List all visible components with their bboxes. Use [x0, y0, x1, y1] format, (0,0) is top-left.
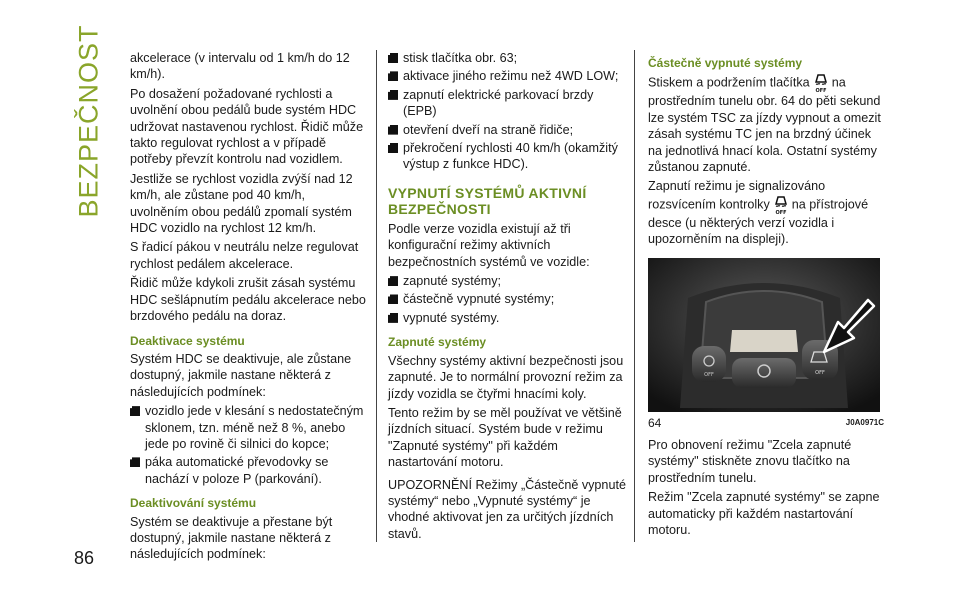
subheading: Deaktivace systému — [130, 333, 245, 348]
subheading: Deaktivování systému — [130, 496, 257, 511]
list-item: otevření dveří na straně řidiče; — [388, 122, 626, 138]
bullet-icon — [388, 53, 398, 63]
section-title — [72, 24, 106, 218]
list-item: páka automatické převodovky se nachází v poloze P (parkování). — [130, 454, 366, 487]
bullet-icon — [388, 125, 398, 135]
paragraph: Stiskem a podržením tlačítka OFF na prostředním tunelu obr. 64 do pěti sekund lze systém TSC za jízdy vypnout a omezit zásah systému TC jen na brzdný účinek na jednotlivá hnací kola. Ostatní systémy zůstanou zapnuté. — [648, 73, 884, 175]
warning-paragraph: UPOZORNĚNÍ Režimy „Částečně vypnuté systémy“ nebo „Vypnuté systémy“ je vhodné aktivovat jen za určitých jízdních stavů. — [388, 477, 626, 541]
paragraph: Všechny systémy aktivní bezpečnosti jsou zapnuté. Je to normální provozní režim za jízdy vozidla se čtyřmi hnacími koly. — [388, 353, 624, 401]
list-item: aktivace jiného režimu než 4WD LOW; — [388, 68, 626, 84]
paragraph: Systém HDC se deaktivuje, ale zůstane dostupný, jakmile nastane některá z následujících podmínek: — [130, 351, 352, 399]
svg-text:OFF: OFF — [775, 209, 787, 215]
paragraph: Tento režim by se měl používat ve většině jízdních situací. Systém bude v režimu "Zapnuté systémy" při každém nastartování motoru. — [388, 405, 622, 470]
list-item: vozidlo jede v klesání s nedostatečným sklonem, tzn. méně než 8 %, anebo jede po rovině či silnici do kopce; — [130, 403, 366, 452]
figure-number: 64 — [648, 415, 662, 430]
bullet-icon — [388, 294, 398, 304]
column-1 — [130, 50, 366, 566]
list-item: zapnuté systémy; — [388, 273, 626, 289]
column-divider — [634, 50, 635, 542]
subheading: Zapnuté systémy — [388, 335, 487, 350]
center-console-photo — [648, 258, 880, 412]
page-number: 86 — [74, 548, 95, 568]
list-item: zapnutí elektrické parkovací brzdy (EPB) — [388, 87, 626, 120]
traction-off-icon — [813, 73, 829, 93]
section-title-text: BEZPEČNOST — [73, 24, 104, 218]
figure-64 — [648, 258, 880, 412]
bullet-icon — [388, 90, 398, 100]
list-item: překročení rychlosti 40 km/h (okamžitý výstup z funkce HDC). — [388, 140, 626, 173]
traction-off-warning-icon — [773, 195, 789, 215]
bullet-icon — [388, 143, 398, 153]
bullet-icon — [388, 276, 398, 286]
paragraph: Pro obnovení režimu "Zcela zapnuté systémy" stiskněte znovu tlačítko na prostředním tunelu. — [648, 438, 852, 485]
bullet-icon — [130, 406, 140, 416]
paragraph: Řidič může kdykoli zrušit zásah systému HDC sešlápnutím pedálu akcelerace nebo brzdového pedálu na doraz. — [130, 276, 366, 324]
paragraph: Zapnutí režimu je signalizováno rozsvícením kontrolky OFF na přístrojové desce (u některých verzí vozidla i upozorněním na displeji). — [648, 179, 869, 247]
paragraph: S řadicí pákou v neutrálu nelze regulovat rychlost pedálem akcelerace. — [130, 240, 359, 271]
figure-caption — [648, 415, 884, 431]
paragraph: akcelerace (v intervalu od 1 km/h do 12 km/h). — [130, 51, 350, 82]
column-2 — [388, 50, 626, 545]
svg-text:OFF: OFF — [815, 88, 827, 94]
paragraph: Podle verze vozidla existují až tři konfigurační režimy aktivních bezpečnostních systémů ve vozidle: — [388, 221, 590, 269]
left-button-label: OFF — [704, 371, 714, 378]
bullet-icon — [388, 313, 398, 323]
right-button-label: OFF — [815, 369, 825, 376]
list-item: částečně vypnuté systémy; — [388, 291, 626, 307]
paragraph: Po dosažení požadované rychlosti a uvolnění obou pedálů bude systém HDC udržovat nastavenou rychlost. Řidič může takto regulovat rychlost a v případě potřeby převzít kontrolu nad vozidlem. — [130, 86, 364, 167]
paragraph: Systém se deaktivuje a přestane být dostupný, jakmile nastane některá z následujících podmínek: — [130, 514, 333, 562]
section-heading: VYPNUTÍ SYSTÉMŮ AKTIVNÍ BEZPEČNOSTI — [388, 184, 587, 217]
bullet-icon — [130, 457, 140, 467]
column-3 — [648, 50, 884, 542]
figure-code: J0A0971C — [845, 417, 884, 427]
list-item: vypnuté systémy. — [388, 310, 626, 326]
subheading: Částečně vypnuté systémy — [648, 56, 803, 70]
column-divider — [376, 50, 377, 542]
list-item: stisk tlačítka obr. 63; — [388, 50, 626, 66]
paragraph: Režim "Zcela zapnuté systémy" se zapne automaticky při každém nastartování motoru. — [648, 490, 880, 538]
paragraph: Jestliže se rychlost vozidla zvýší nad 12 km/h, ale zůstane pod 40 km/h, uvolněním obou pedálů zpomalí systém HDC vozidlo na rychlost 12 km/h. — [130, 171, 353, 236]
bullet-icon — [388, 71, 398, 81]
